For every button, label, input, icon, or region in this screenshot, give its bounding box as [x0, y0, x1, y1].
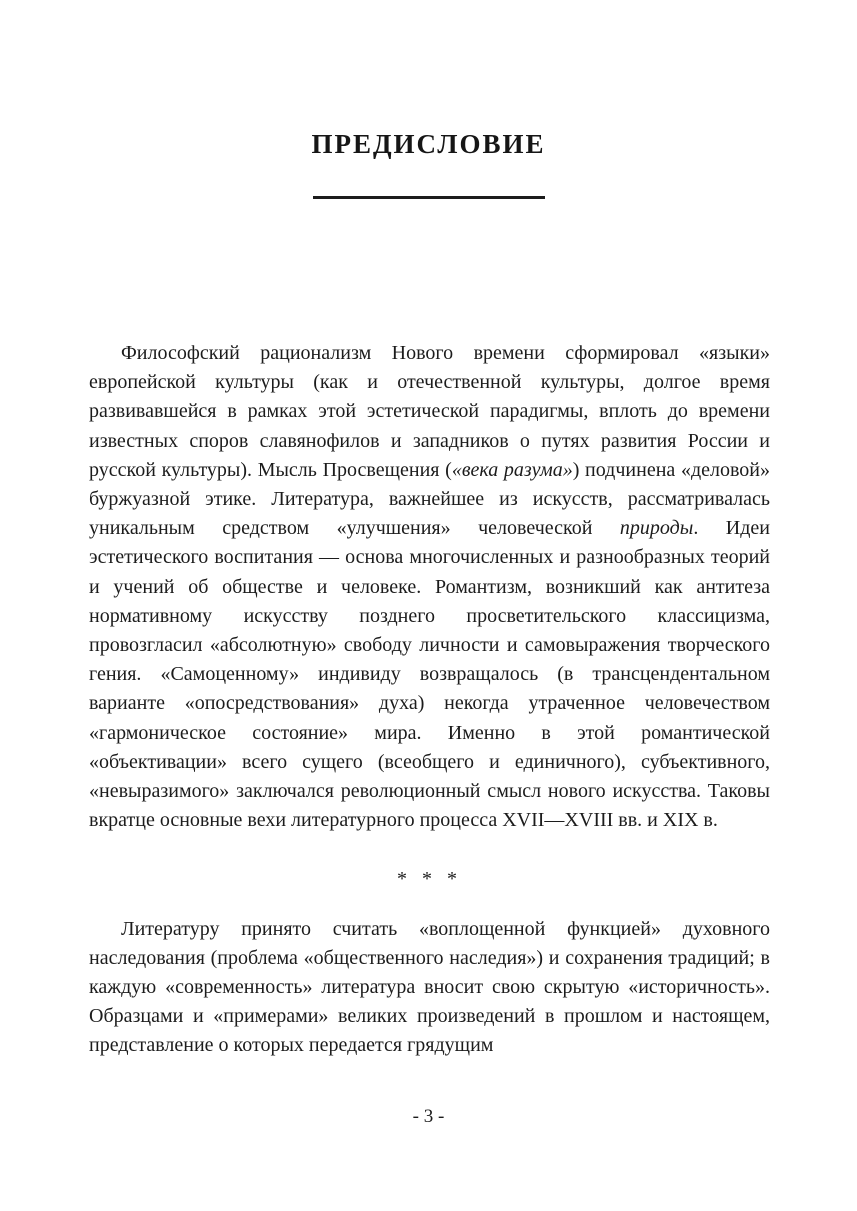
- page-number: - 3 -: [412, 1106, 445, 1127]
- page-title: ПРЕДИСЛОВИЕ: [311, 129, 546, 159]
- asterisk-separator: * * *: [397, 868, 462, 891]
- paragraph: Философский рационализм Нового времени сформировал «языки» европейской культуры (как и отечественной культуры, долгое время развивавшейся в рамках этой эстетической парадигмы, вплоть до времени известных споров славянофилов и западников о путях развития России и русской культуры). Мысль Просвещения («века разума») подчинена «деловой» буржуазной этике. Литература, важнейшее из искусств, рассматривалась уникальным средством «улучшения» человеческой природы. Идеи эстетического воспитания — основа многочисленных и разнообразных теорий и учений об обществе и человеке. Романтизм, возникший как антитеза нормативному искусству позднего просветительского классицизма, провозгласил «абсолютную» свободу личности и самовыражения творческого гения. «Самоценному» индивиду возвращалось (в трансцендентальном варианте «опосредствования» духа) некогда утраченное человечеством «гармоническое состояние» мира. Именно в этой романтической «объективации» всего сущего (всеобщего и единичного), субъективного, «невыразимого» заключался революционный смысл нового искусства. Таковы вкратце основные вехи литературного процесса XVII—XVIII вв. и XIX в.: [89, 342, 771, 832]
- paragraph: Литературу принято считать «воплощенной функцией» духовного наследования (проблема «общественного наследия») и сохранения традиций; в каждую «современность» литература вносит свою скрытую «историчность». Образцами и «примерами» великих произведений в прошлом и настоящем, представление о которых передается грядущим: [89, 917, 770, 1057]
- title-rule: [313, 196, 545, 199]
- page-body: [89, 339, 770, 1061]
